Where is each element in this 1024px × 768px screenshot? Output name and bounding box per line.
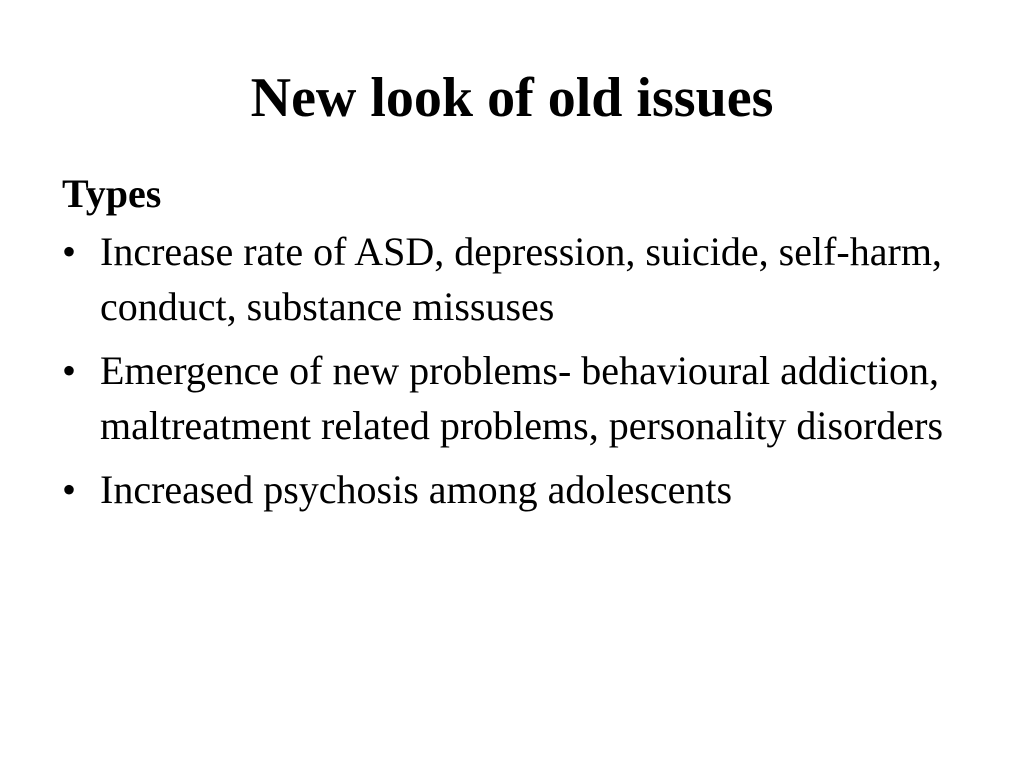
bullet-icon: • [62,229,77,274]
slide-body [62,166,962,526]
bullet-text: Increased psychosis among adolescents [100,467,733,512]
bullet-item [62,224,962,334]
bullet-text: Increase rate of ASD, depression, suicide, self-harm, conduct, substance missuses [100,229,942,329]
slide-title: New look of old issues [250,67,774,129]
bullet-icon: • [62,467,77,512]
bullet-item [62,462,962,517]
bullet-item [62,343,962,453]
bullet-icon: • [62,348,77,393]
bullet-list [62,224,962,517]
bullet-text: Emergence of new problems- behavioural addiction, maltreatment related problems, personality disorders [100,348,944,448]
section-heading: Types [62,171,162,216]
